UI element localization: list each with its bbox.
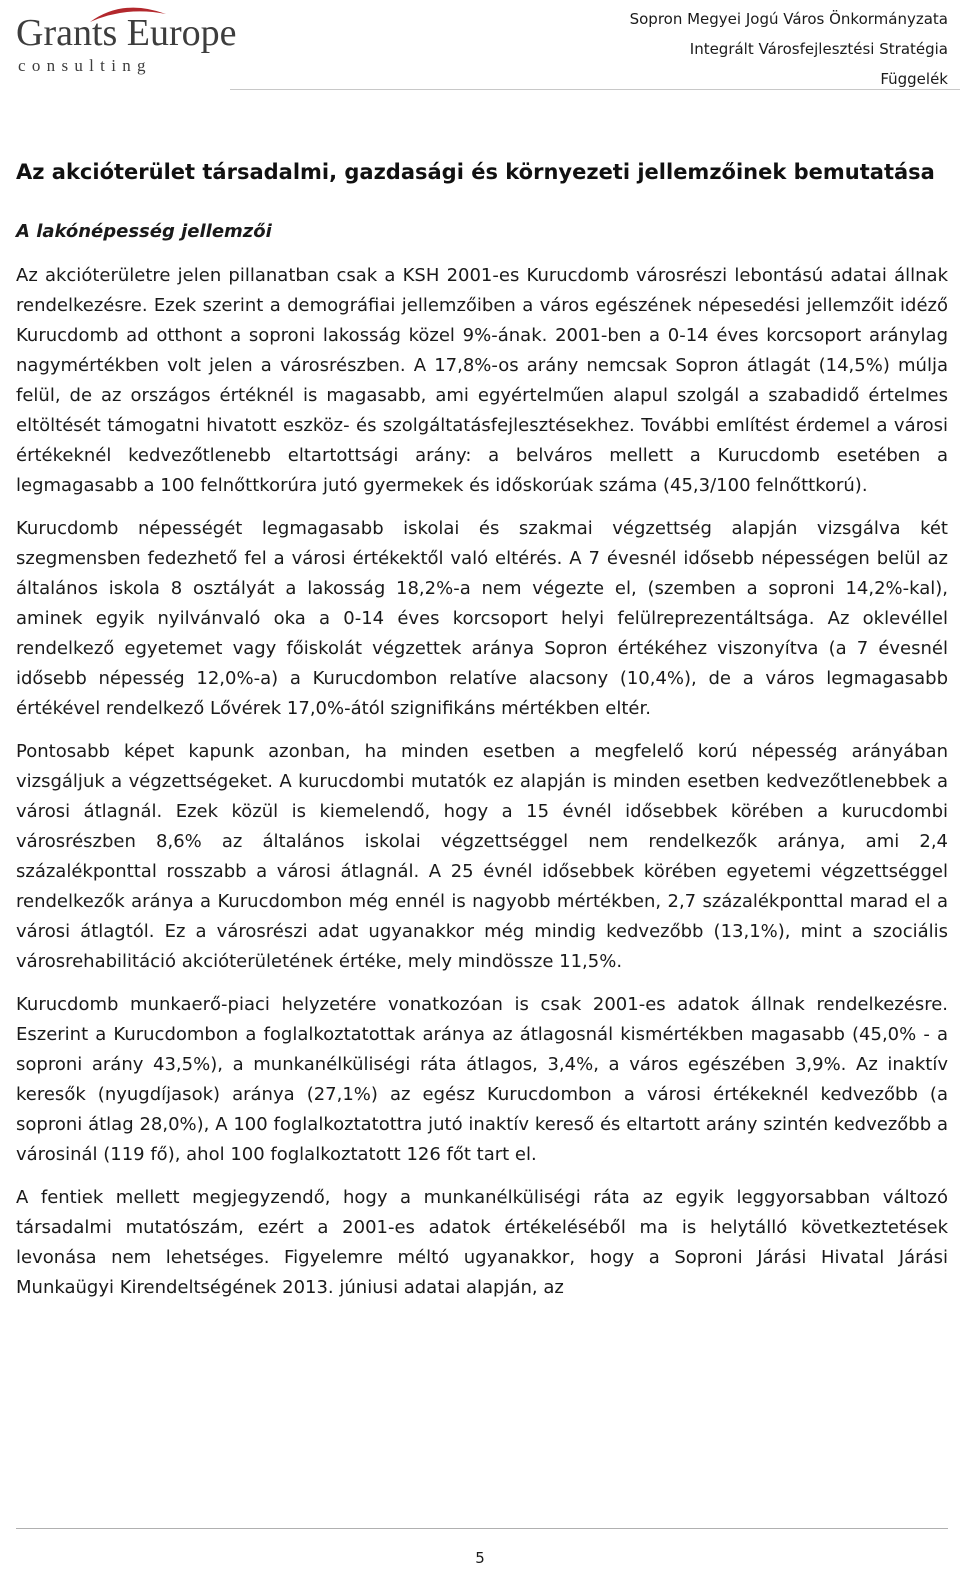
- paragraph: Az akcióterületre jelen pillanatban csak a KSH 2001-es Kurucdomb városrészi lebontású adatai állnak rendelkezésre. Ezek szerint a demográfiai jellemzőiben a város egészének népesedési jellemzőit idéző Kurucdomb ad otthont a soproni lakosság közel 9%-ának. 2001-ben a 0-14 éves korcsoport aránylag nagymértékben volt jelen a városrészben. A 17,8%-os arány nemcsak Sopron átlagát (14,5%) múlja felül, de az országos értéknél is magasabb, ami egyértelműen alapul szolgál a szabadidő értelmes eltöltését támogatni hivatott eszköz- és szolgáltatásfejlesztésekhez. További említést érdemel a városi értékeknél kedvezőtlenebb eltartottsági arány: a belváros mellett a Kurucdomb esetében a legmagasabb a 100 felnőttkorúra jutó gyermekek és időskorúak száma (45,3/100 felnőttkorú).: [16, 265, 948, 496]
- paragraph: A fentiek mellett megjegyzendő, hogy a munkanélküliségi ráta az egyik leggyorsabban változó társadalmi mutatószám, ezért a 2001-es adatok értékeléséből ma is helytálló következtetések levonása nem lehetséges. Figyelemre méltó ugyanakkor, hogy a Soproni Járási Hivatal Járási Munkaügyi Kirendeltségének 2013. júniusi adatai alapján, az: [16, 1187, 948, 1298]
- page-header: [0, 0, 960, 92]
- header-info: [630, 4, 948, 94]
- paragraph: Kurucdomb népességét legmagasabb iskolai és szakmai végzettség alapján vizsgálva két szegmensben fedezhető fel a városi értékektől való eltérés. A 7 évesnél idősebb népességen belül az általános iskola 8 osztályát a lakosság 18,2%-a nem végezte el, (szemben a soproni 14,2%-kal), aminek egyik nyilvánvaló oka a 0-14 éves korcsoport helyi felülreprezentáltsága. Az oklevéllel rendelkező egyetemet vagy főiskolát végzettek aránya Sopron értékéhez viszonyítva (a 7 évesnél idősebb népesség 12,0%-a) a Kurucdombon relatíve alacsony (10,4%), de a város legmagasabb értékével rendelkező Lővérek 17,0%-ától szignifikáns mértékben eltér.: [16, 518, 948, 719]
- grants-europe-logo: [16, 4, 236, 84]
- header-document-title: Integrált Városfejlesztési Stratégia: [689, 40, 948, 58]
- logo-main-text: Grants Europe: [16, 12, 237, 54]
- header-divider: [230, 89, 960, 90]
- subsection-title: A lakónépesség jellemzői: [16, 221, 272, 242]
- paragraph: Kurucdomb munkaerő-piaci helyzetére vonatkozóan is csak 2001-es adatok állnak rendelkezésre. Eszerint a Kurucdombon a foglalkoztatottak aránya az átlagosnál kismértékben magasabb (45,0% - a soproni arány 43,5%), a munkanélküliségi ráta átlagos, 3,4%, a város egészében 3,9%. Az inaktív keresők (nyugdíjasok) aránya (27,1%) az egész Kurucdombon a városi értékeknél kedvezőbb (a soproni átlag 28,0%), A 100 foglalkoztatottra jutó inaktív kereső és eltartott arány szintén kedvezőbb a városinál (119 fő), ahol 100 foglalkoztatott 126 főt tart el.: [16, 994, 948, 1165]
- logo-sub-text: consulting: [18, 56, 152, 75]
- header-organization: Sopron Megyei Jogú Város Önkormányzata: [629, 10, 948, 28]
- paragraph: Pontosabb képet kapunk azonban, ha minden esetben a megfelelő korú népesség arányában vizsgáljuk a végzettségeket. A kurucdombi mutatók ez alapján is minden esetben kedvezőtlenebbek a városi átlagnál. Ezek közül is kiemelendő, hogy a 15 évnél idősebbek körében a kurucdombi városrészben 8,6% az általános iskolai végzettséggel nem rendelkezők aránya, ami 2,4 százalékponttal rosszabb a városi átlagnál. A 25 évnél idősebbek körében egyetemi végzettséggel rendelkezők aránya a Kurucdombon még ennél is nagyobb mértékben, 2,7 százalékponttal marad el a városi átlagtól. Ez a városrészi adat ugyanakkor még mindig kedvezőbb (13,1%), mint a szociális városrehabilitáció akcióterületének értéke, mely mindössze 11,5%.: [16, 741, 948, 972]
- header-section: Függelék: [880, 70, 948, 88]
- document-body: [16, 156, 948, 1303]
- footer-divider: [16, 1528, 948, 1529]
- page-number: 5: [475, 1549, 485, 1567]
- section-title: Az akcióterület társadalmi, gazdasági és környezeti jellemzőinek bemutatása: [16, 160, 935, 184]
